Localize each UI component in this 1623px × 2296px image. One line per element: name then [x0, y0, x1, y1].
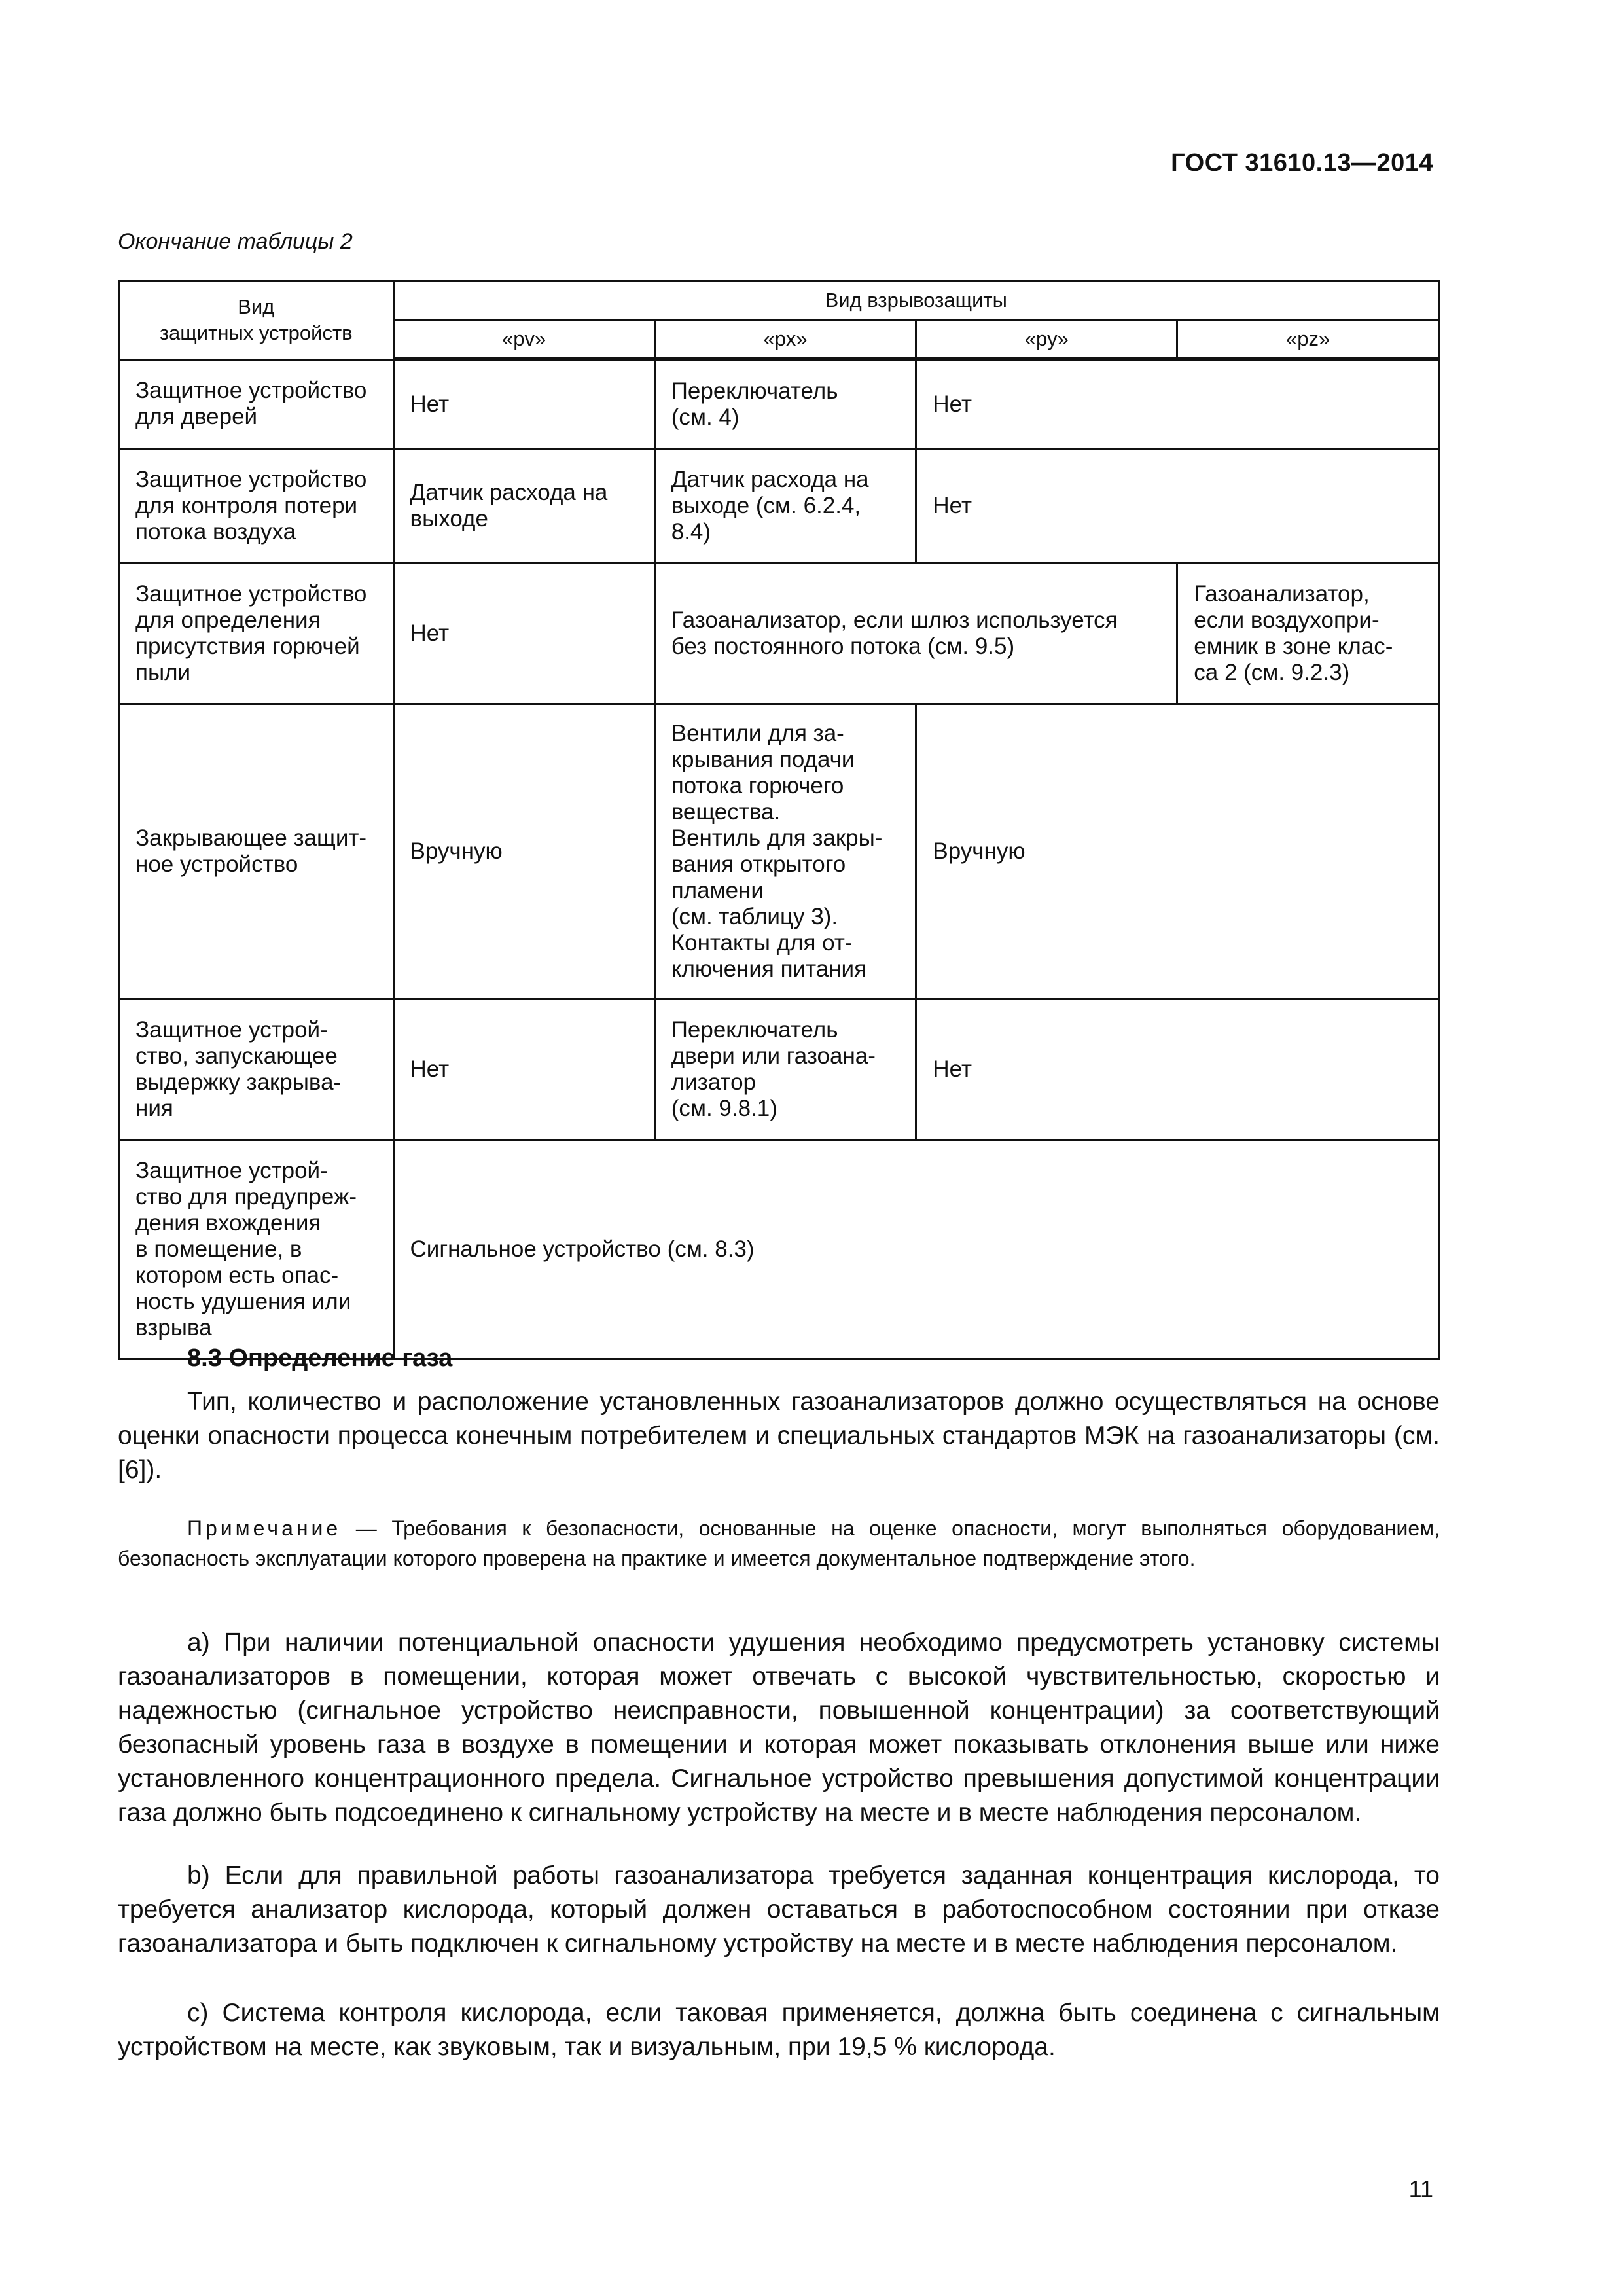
page-number: 11 [1408, 2176, 1433, 2202]
table-row [119, 704, 1439, 999]
note-text: — Требования к безопасности, основанные на оценке опасности, могут выполняться оборудованием, безопасность эксплуатации которого проверена на практике и имеется документальное подтверждение этого. [118, 1516, 1440, 1570]
table-head-protection-type: Вид взрывозащиты [393, 281, 1439, 320]
row-label: Защитное устройство для контроля потери потока воздуха [119, 449, 394, 564]
row-label: Защитное устройство для дверей [119, 359, 394, 449]
cell-pv: Датчик расхода на выходе [393, 449, 654, 564]
table-col-pz: «pz» [1177, 320, 1439, 360]
cell-pv: Вручную [393, 704, 654, 999]
table-row [119, 449, 1439, 564]
cell-px: Переключатель (см. 4) [654, 359, 916, 449]
cell-pv: Нет [393, 999, 654, 1140]
protection-devices-table [118, 280, 1440, 1360]
table-head-device-type: Вид защитных устройств [119, 281, 394, 360]
standard-id: ГОСТ 31610.13—2014 [1171, 149, 1433, 177]
table-col-pv: «pv» [393, 320, 654, 360]
table-col-py: «py» [916, 320, 1177, 360]
section-note [118, 1513, 1440, 1573]
table-col-px: «px» [654, 320, 916, 360]
cell-all-types: Сигнальное устройство (см. 8.3) [393, 1140, 1439, 1359]
cell-pv: Нет [393, 359, 654, 449]
cell-py-pz: Нет [916, 359, 1439, 449]
cell-px: Переключатель двери или газоана- лизатор (см. 9.8.1) [654, 999, 916, 1140]
table-row [119, 1140, 1439, 1359]
row-label: Закрывающее защит- ное устройство [119, 704, 394, 999]
cell-py-pz: Вручную [916, 704, 1439, 999]
cell-pv: Нет [393, 564, 654, 704]
table-row [119, 564, 1439, 704]
table-caption: Окончание таблицы 2 [118, 229, 353, 254]
item-b: b) Если для правильной работы газоанализатора требуется заданная концентрация кислорода, то требуется анализатор кислорода, который должен оставаться в работоспособном состоянии при отказе газоанализатора и быть подключен к сигнальному устройству на месте и в месте наблюдения персоналом. [118, 1861, 1440, 1958]
cell-px: Вентили для за- крывания подачи потока горючего вещества. Вентиль для закры- вания открытого пламени (см. таблицу 3). Контакты для от- ключения питания [654, 704, 916, 999]
section-intro: Тип, количество и расположение установленных газоанализаторов должно осуществляться на основе оценки опасности процесса конечным потребителем и специальных стандартов МЭК на газоанализаторы (см. [6]). [118, 1388, 1440, 1484]
note-label: Примечание [187, 1516, 342, 1540]
item-c: с) Система контроля кислорода, если таковая применяется, должна быть соединена с сигнальным устройством на месте, как звуковым, так и визуальным, при 19,5 % кислорода. [118, 1999, 1440, 2061]
cell-py-pz: Нет [916, 999, 1439, 1140]
cell-pz: Газоанализатор, если воздухопри- емник в зоне клас- са 2 (см. 9.2.3) [1177, 564, 1439, 704]
row-label: Защитное устрой- ство, запускающее выдержку закрыва- ния [119, 999, 394, 1140]
table-row [119, 359, 1439, 449]
row-label: Защитное устрой- ство для предупреж- дения вхождения в помещение, в котором есть опас- ность удушения или взрыва [119, 1140, 394, 1359]
item-a: а) При наличии потенциальной опасности удушения необходимо предусмотреть установку системы газоанализаторов в помещении, которая может отвечать с высокой чувствительностью, скоростью и надежностью (сигнальное устройство неисправности, повышенной концентрации) за соответствующий безопасный уровень газа в воздухе в помещении и которая может показывать отклонения выше или ниже установленного концентрационного предела. Сигнальное устройство превышения допустимой концентрации газа должно быть подсоединено к сигнальному устройству на месте и в месте наблюдения персоналом. [118, 1628, 1440, 1827]
table-row [119, 999, 1439, 1140]
cell-px-py: Газоанализатор, если шлюз используется без постоянного потока (см. 9.5) [654, 564, 1177, 704]
cell-px: Датчик расхода на выходе (см. 6.2.4, 8.4) [654, 449, 916, 564]
row-label: Защитное устройство для определения присутствия горючей пыли [119, 564, 394, 704]
cell-py-pz: Нет [916, 449, 1439, 564]
section-title: 8.3 Определение газа [187, 1344, 453, 1372]
